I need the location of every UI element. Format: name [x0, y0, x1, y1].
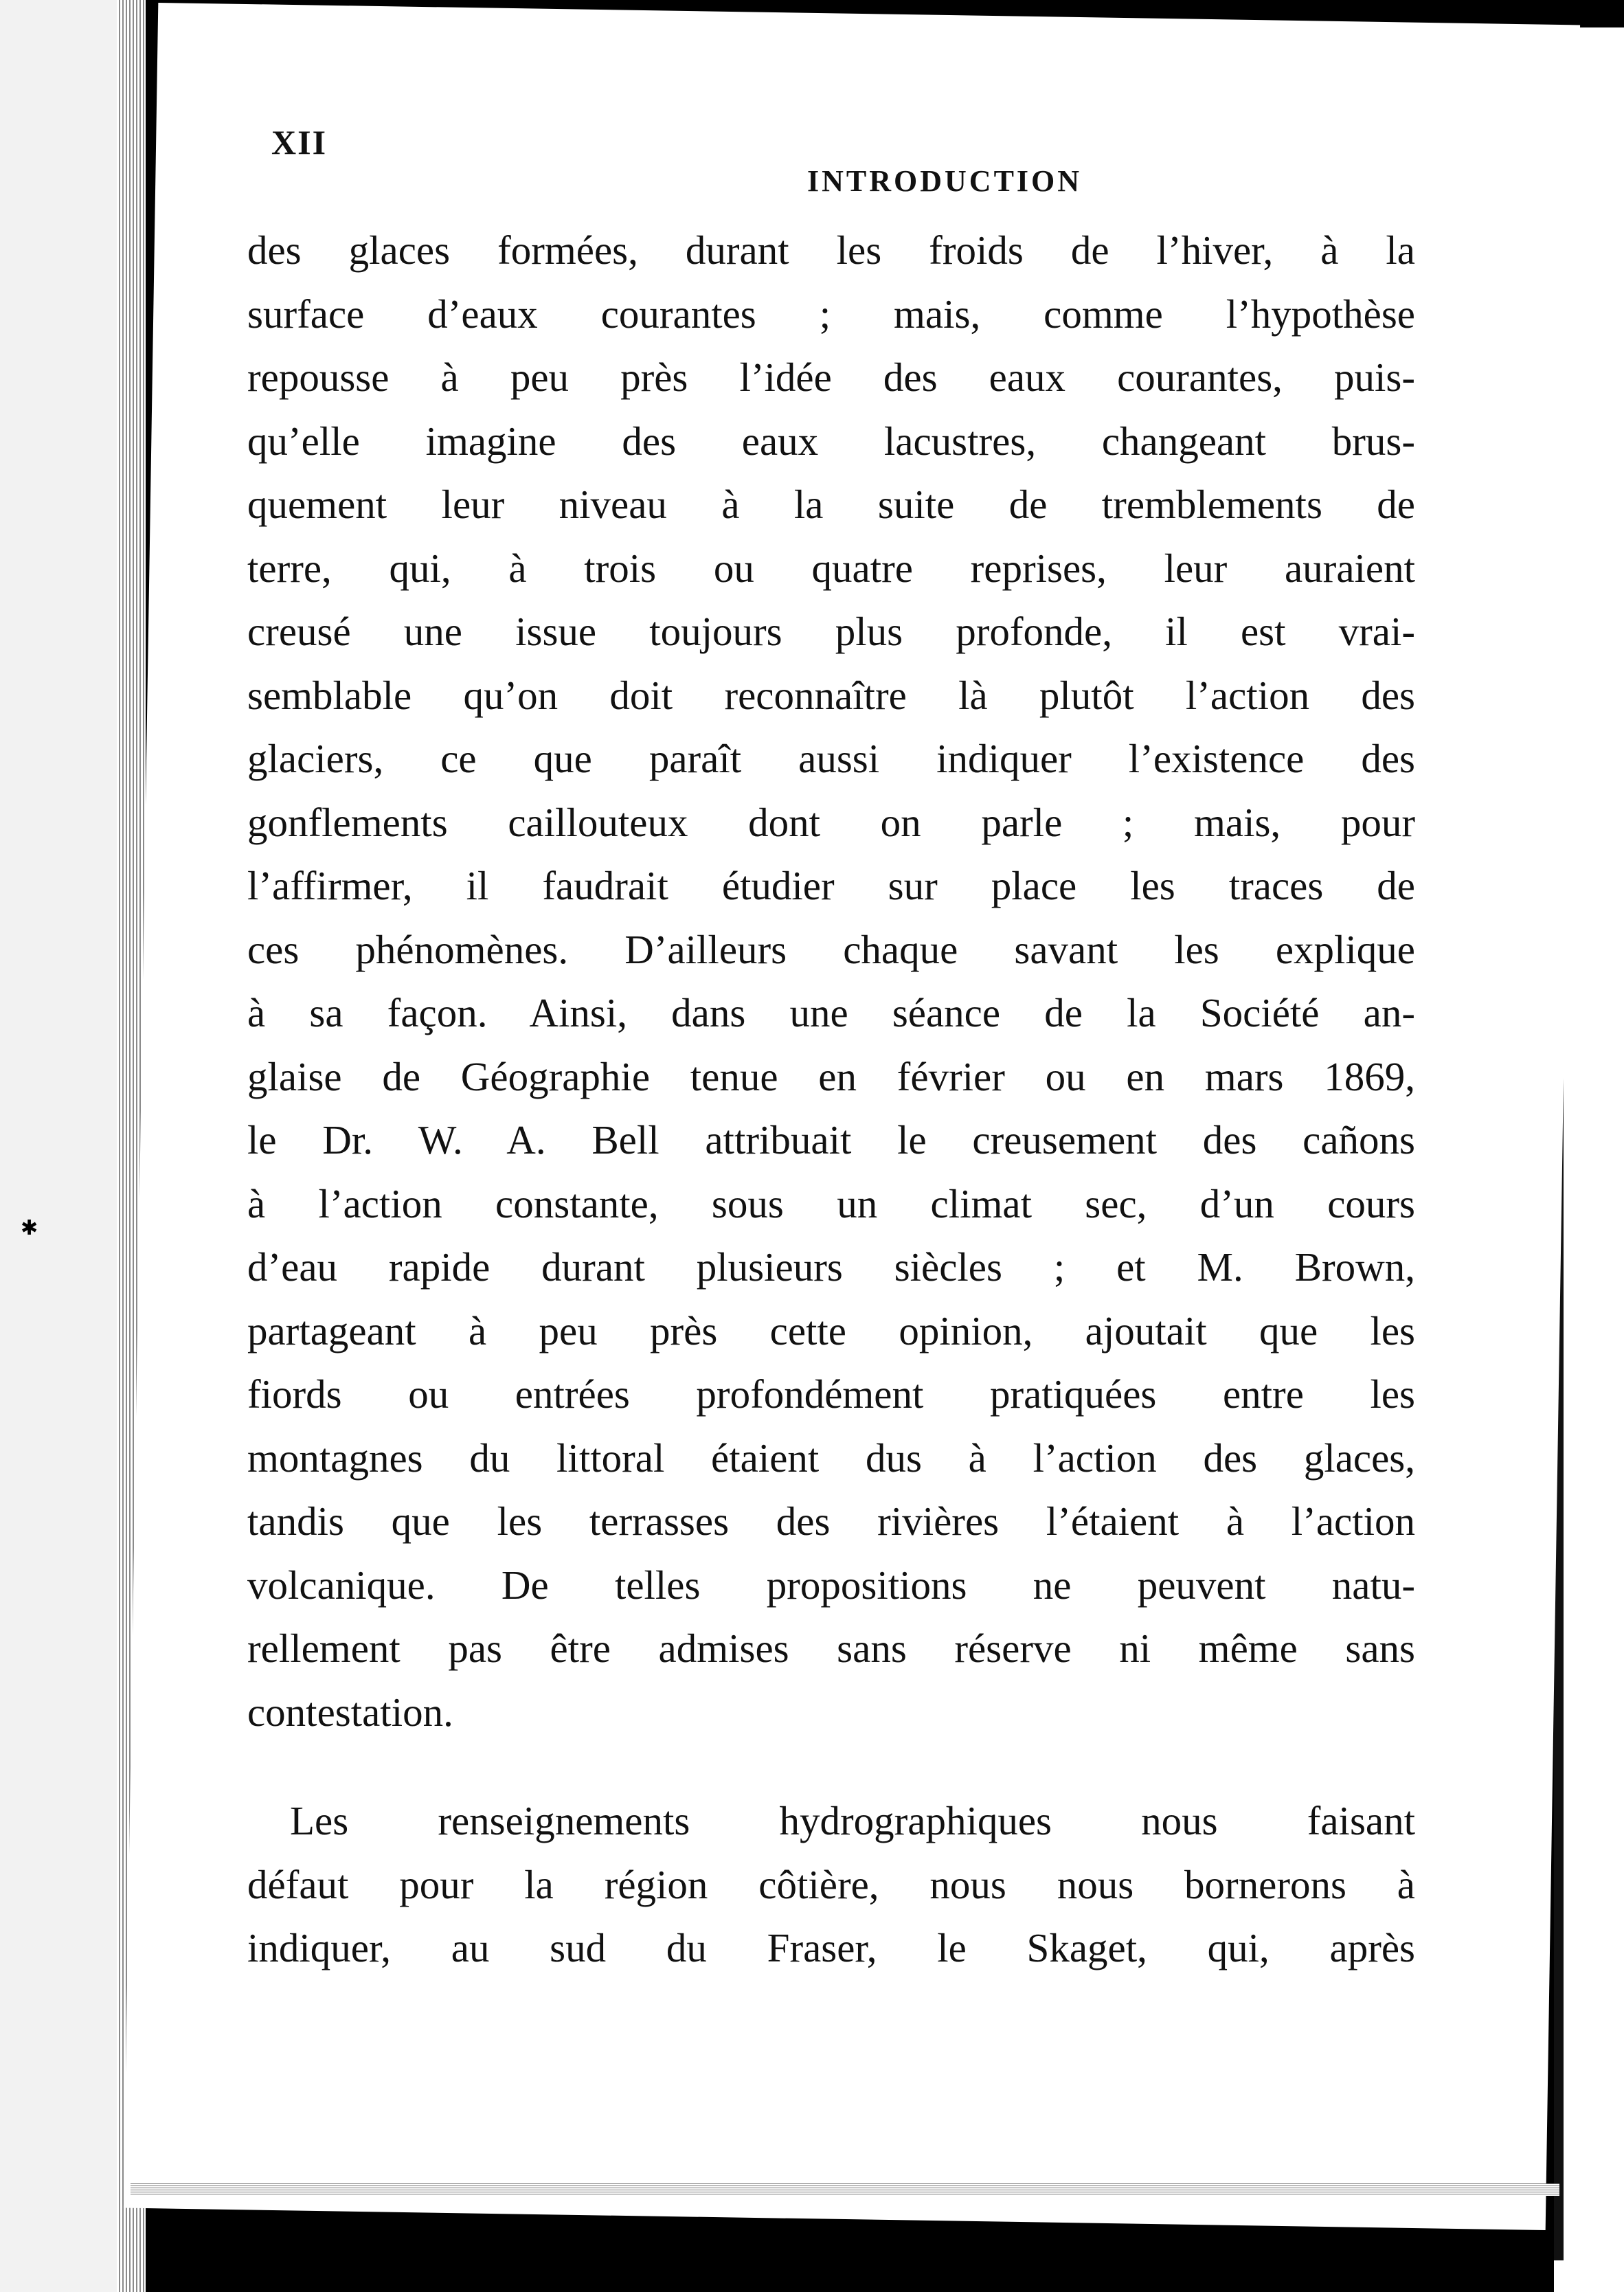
- text-line: tandis que les terrasses des rivières l’étaient à l’action: [247, 1498, 1415, 1544]
- text-line: à l’action constante, sous un climat sec, d’un cours: [247, 1180, 1415, 1226]
- text-line: partageant à peu près cette opinion, ajoutait que les: [247, 1307, 1415, 1353]
- text-line: creusé une issue toujours plus profonde, il est vrai-: [247, 609, 1415, 654]
- paragraph-break: [247, 1744, 1415, 1789]
- body-text: [247, 218, 1415, 1980]
- text-line: glaciers, ce que paraît aussi indiquer l’existence des: [247, 736, 1415, 781]
- text-line: gonflements caillouteux dont on parle ; mais, pour: [247, 799, 1415, 845]
- text-line: ces phénomènes. D’ailleurs chaque savant les explique: [247, 926, 1415, 972]
- text-line: rellement pas être admises sans réserve ni même sans: [247, 1626, 1415, 1671]
- text-line: terre, qui, à trois ou quatre reprises, leur auraient: [247, 545, 1415, 591]
- text-line: d’eau rapide durant plusieurs siècles ; et M. Brown,: [247, 1244, 1415, 1290]
- text-line: volcanique. De telles propositions ne peuvent natu-: [247, 1562, 1415, 1608]
- ink-blot: ✱: [21, 1216, 38, 1240]
- page-number: XII: [271, 123, 328, 161]
- text-line: défaut pour la région côtière, nous nous bornerons à: [247, 1861, 1415, 1907]
- text-line: semblable qu’on doit reconnaître là plutôt l’action des: [247, 672, 1415, 718]
- text-line: repousse à peu près l’idée des eaux courantes, puis-: [247, 355, 1415, 400]
- running-title: INTRODUCTION: [807, 164, 1083, 198]
- text-line: le Dr. W. A. Bell attribuait le creusement des cañons: [247, 1117, 1415, 1162]
- page-bottom-edge: [131, 2183, 1559, 2196]
- text-line: surface d’eaux courantes ; mais, comme l’hypothèse: [247, 291, 1415, 337]
- text-line: des glaces formées, durant les froids de l’hiver, à la: [247, 227, 1415, 273]
- text-line: fiords ou entrées profondément pratiquées entre les: [247, 1371, 1415, 1417]
- text-line: indiquer, au sud du Fraser, le Skaget, qui, après: [247, 1925, 1415, 1970]
- text-line: l’affirmer, il faudrait étudier sur place les traces de: [247, 863, 1415, 908]
- text-line: glaise de Géographie tenue en février ou en mars 1869,: [247, 1053, 1415, 1099]
- text-line: qu’elle imagine des eaux lacustres, changeant brus-: [247, 418, 1415, 464]
- text-line: Les renseignements hydrographiques nous faisant: [290, 1798, 1415, 1843]
- text-line: quement leur niveau à la suite de tremblements de: [247, 482, 1415, 527]
- text-line: contestation.: [247, 1689, 453, 1735]
- text-line: montagnes du littoral étaient dus à l’action des glaces,: [247, 1435, 1415, 1481]
- text-line: à sa façon. Ainsi, dans une séance de la Société an-: [247, 990, 1415, 1035]
